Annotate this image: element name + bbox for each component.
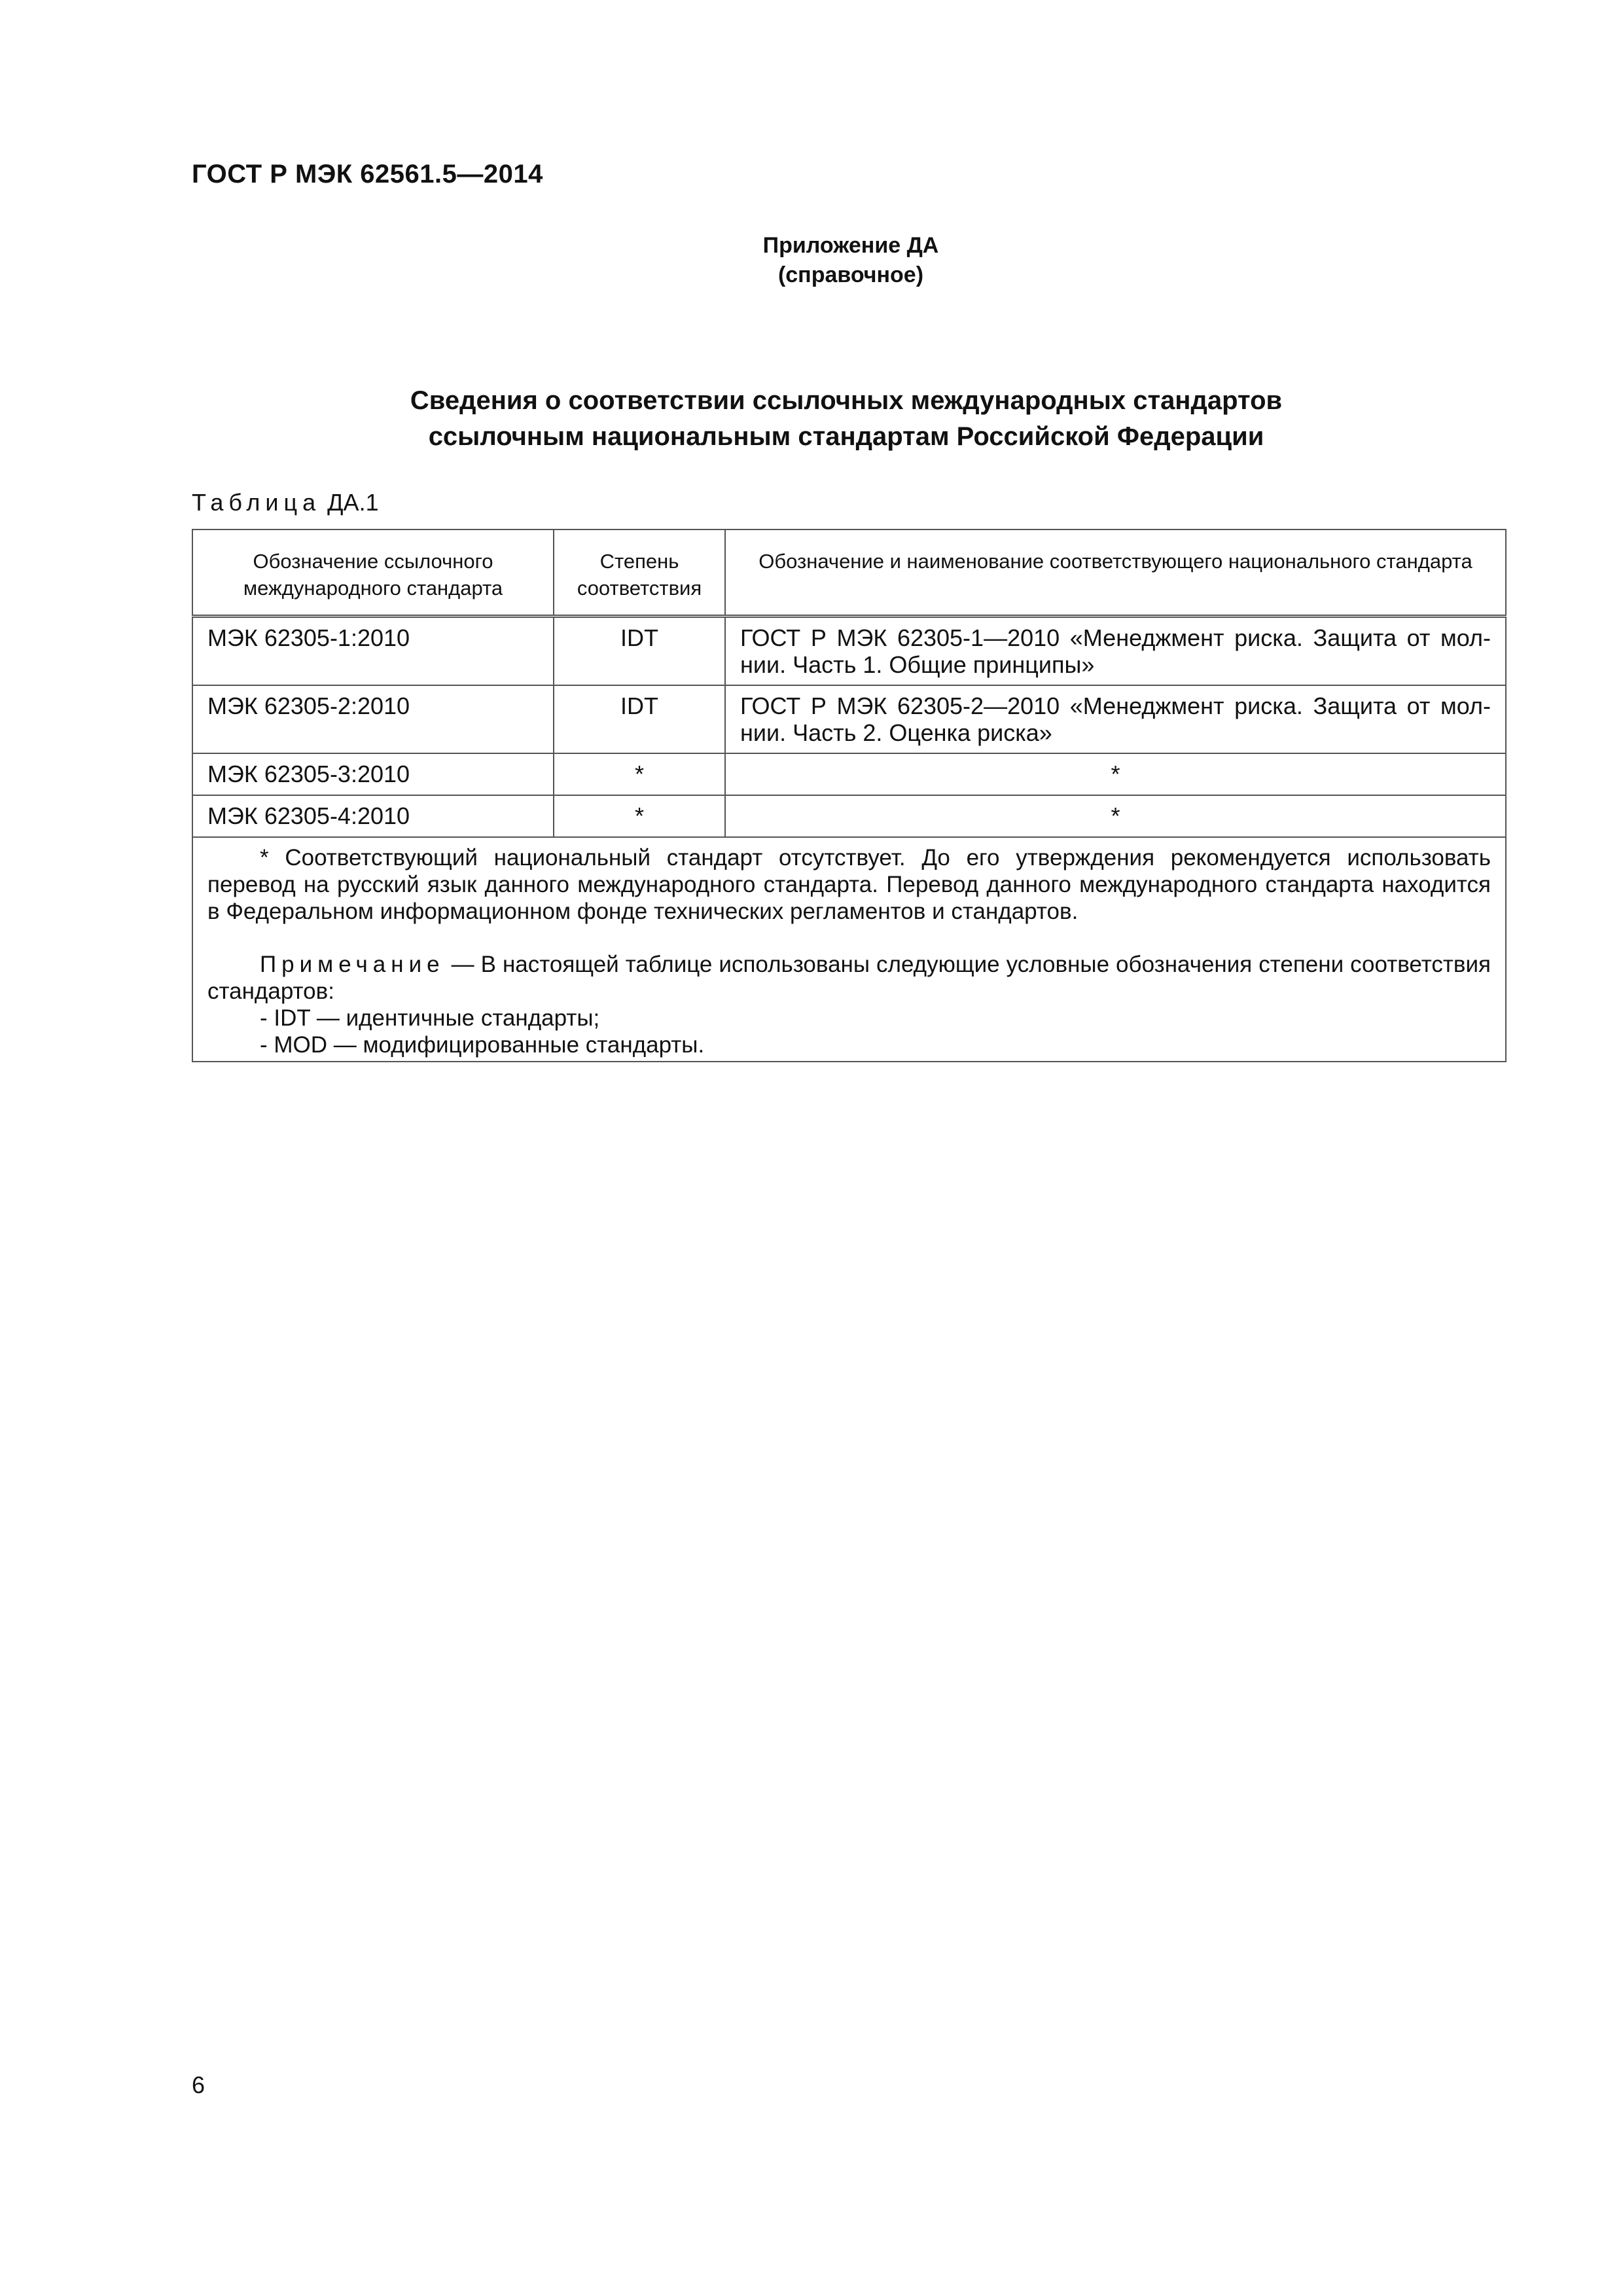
- cell-national-standard: ГОСТ Р МЭК 62305-2—2010 «Менеджмент риска. Защита от мол-нии. Часть 2. Оценка риска»: [725, 685, 1506, 753]
- cell-intl-standard: МЭК 62305-3:2010: [192, 753, 554, 795]
- table-note: [207, 951, 1491, 1005]
- table-caption: [192, 489, 379, 516]
- table-row: [192, 685, 1506, 753]
- cell-national-standard: ГОСТ Р МЭК 62305-1—2010 «Менеджмент риска. Защита от мол-нии. Часть 1. Общие принципы»: [725, 617, 1506, 686]
- table-caption-number: ДА.1: [327, 489, 379, 516]
- header-national-standard: Обозначение и наименование соответствующего национального стандарта: [725, 529, 1506, 617]
- cell-national-standard: *: [725, 795, 1506, 837]
- section-title-line-1: Сведения о соответствии ссылочных международных стандартов: [410, 386, 1283, 415]
- cell-degree: IDT: [554, 685, 725, 753]
- appendix-title: Приложение ДА: [762, 233, 939, 258]
- cell-national-standard: *: [725, 753, 1506, 795]
- note-label: Примечание: [260, 952, 445, 977]
- page-number: 6: [192, 2072, 205, 2098]
- note-item-mod: - MOD — модифицированные стандарты.: [260, 1032, 705, 1058]
- section-title: [192, 383, 1501, 455]
- standards-table: [192, 529, 1507, 1062]
- cell-intl-standard: МЭК 62305-4:2010: [192, 795, 554, 837]
- header-degree: Степень соответствия: [554, 529, 725, 617]
- table-header-row: [192, 529, 1506, 617]
- note-text: — В настоящей таблице использованы следующие условные обозначения степени соответствия стандартов:: [207, 952, 1491, 1004]
- table-caption-label: Таблица: [192, 489, 321, 516]
- cell-degree: *: [554, 795, 725, 837]
- table-row: [192, 795, 1506, 837]
- appendix-heading: [654, 231, 1047, 290]
- table-row: [192, 753, 1506, 795]
- header-intl-standard: Обозначение ссылочного международного стандарта: [192, 529, 554, 617]
- table-footnote: * Соответствующий национальный стандарт отсутствует. До его утверждения рекомендуется использовать перевод на русский язык данного международного стандарта. Перевод данного международного стандарта находится в Федеральном информационном фонде технических регламентов и стандартов.: [207, 845, 1491, 924]
- cell-intl-standard: МЭК 62305-1:2010: [192, 617, 554, 686]
- note-item-idt: - IDT — идентичные стандарты;: [260, 1005, 600, 1031]
- document-code: ГОСТ Р МЭК 62561.5—2014: [192, 160, 543, 188]
- table-row: [192, 617, 1506, 686]
- cell-intl-standard: МЭК 62305-2:2010: [192, 685, 554, 753]
- table-notes-row: [192, 837, 1506, 1062]
- appendix-subtitle: (справочное): [777, 262, 924, 287]
- cell-degree: IDT: [554, 617, 725, 686]
- cell-degree: *: [554, 753, 725, 795]
- table-notes-cell: [192, 837, 1506, 1062]
- section-title-line-2: ссылочным национальным стандартам Российской Федерации: [428, 422, 1264, 451]
